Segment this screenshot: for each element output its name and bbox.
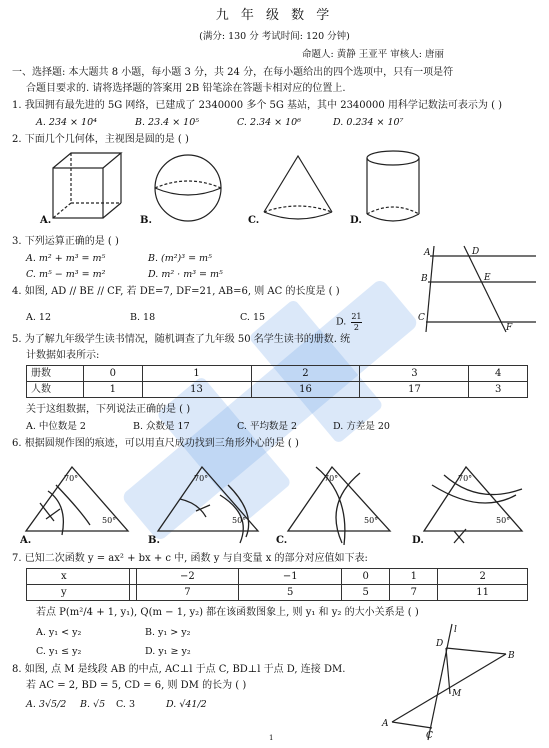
table-cell: 1 [84,382,143,398]
table-cell: 2 [438,569,528,585]
q5-stem-line3: 关于这组数据，下列说法正确的是 ( ) [26,404,191,415]
q7-table [26,568,528,601]
label-d-point: D [436,639,444,649]
q6-label-c: C. [276,535,288,545]
parallel-lines-figure [418,244,538,336]
table-cell: 7 [136,585,239,601]
q3-option-a: A. m² + m³ = m⁵ [26,253,106,264]
q3-option-b: B. (m²)³ = m⁵ [148,253,212,264]
q8-option-b: B. √5 [80,699,106,710]
authors: 命题人: 黄静 王亚平 审核人: 唐丽 [302,49,444,60]
cylinder-figure [362,148,424,228]
q8-option-c: C. 3 [116,699,136,710]
row-header: 册数 [27,366,84,382]
q5-stem-line1: 5. 为了解九年级学生读书情况，随机调查了九年级 50 名学生读书的册数. 统 [12,334,351,345]
q4-option-d-fraction [351,312,361,332]
table-cell: 2 [251,366,360,382]
label-m: M [452,689,462,699]
q6-figures [20,455,540,545]
angle-c-top: 70° [324,474,339,483]
section-instructions-line2: 合题目要求的. 请将选择题的答案用 2B 铅笔涂在答题卡相对应的位置上. [26,83,346,94]
q1-option-d: D. 0.234 × 10⁷ [333,117,404,128]
label-a-point: A [382,719,389,729]
q4-option-c: C. 15 [240,312,266,323]
table-cell: 13 [142,382,251,398]
q4-d-denominator: 2 [353,322,359,332]
q8-option-d: D. √41/2 [166,699,207,710]
table-cell: 5 [342,585,390,601]
table-cell: −1 [239,569,342,585]
table-cell: 1 [390,569,438,585]
q7-stem: 7. 已知二次函数 y = ax² + bx + c 中, 函数 y 与自变量 x 的部分对应值如下表: [12,553,368,564]
row-header: x [27,569,130,585]
q5-option-a: A. 中位数是 2 [26,421,86,432]
q2-stem: 2. 下面几个几何体，主视图是圆的是 ( ) [12,134,189,145]
q4-option-b: B. 18 [130,312,156,323]
q7-option-a: A. y₁ < y₂ [36,627,82,638]
q4-d-numerator: 21 [351,312,362,321]
label-l: l [454,625,457,635]
angle-a-top: 70° [64,474,79,483]
q2-label-d: D. [350,215,362,226]
label-c-point: C [426,731,433,741]
q4-option-d-prefix: D. [336,316,347,328]
table-row [27,569,528,585]
table-cell: 7 [390,585,438,601]
q7-option-b: B. y₁ > y₂ [145,627,191,638]
label-a: A [424,248,431,258]
table-cell: 3 [469,382,528,398]
label-e: E [484,273,491,283]
q6-label-d: D. [412,535,424,545]
q1-option-a: A. 234 × 10⁴ [36,117,97,128]
label-b: B [421,274,428,284]
table-cell: 5 [239,585,342,601]
table-cell: 1 [142,366,251,382]
q8-option-a: A. 3√5/2 [26,699,67,710]
table-cell: 16 [251,382,360,398]
table-cell: −2 [136,569,239,585]
page-title: 九 年 级 数 学 [215,8,334,23]
page-number: 1 [269,734,274,742]
q1-stem: 1. 我国拥有最先进的 5G 网络，已建成了 2340000 多个 5G 基站，其中 2340000 用科学记数法可表示为 ( ) [12,100,503,111]
q7-option-d: D. y₁ ≥ y₂ [145,646,191,657]
q5-option-b: B. 众数是 17 [133,421,190,432]
q2-label-b: B. [140,215,152,226]
cube-figure [45,150,125,225]
q1-option-b: B. 23.4 × 10⁵ [135,117,200,128]
q8-stem-line1: 8. 如图, 点 M 是线段 AB 的中点, AC⊥l 于点 C, BD⊥l 于点 D, 连接 DM. [12,664,346,675]
q2-label-c: C. [248,215,260,226]
angle-c-bottom: 50° [364,516,379,525]
q6-stem: 6. 根据圆规作图的痕迹，可以用直尺成功找到三角形外心的是 ( ) [12,438,299,449]
table-row [27,366,528,382]
table-cell: 0 [84,366,143,382]
table-cell: 3 [360,366,469,382]
table-cell: 4 [469,366,528,382]
table-row [27,585,528,601]
label-c: C [418,313,425,323]
angle-d-bottom: 50° [496,516,511,525]
q5-option-d: D. 方差是 20 [333,421,390,432]
q6-label-b: B. [148,535,160,545]
q5-stem-line2: 计数据如表所示: [26,350,100,361]
q4-stem: 4. 如图, AD // BE // CF, 若 DE=7, DF=21, AB=6, 则 AC 的长度是 ( ) [12,286,340,297]
q7-option-c: C. y₁ ≤ y₂ [36,646,82,657]
row-header: 人数 [27,382,84,398]
table-cell: 11 [438,585,528,601]
table-row [27,382,528,398]
angle-b-top: 70° [194,474,209,483]
exam-info: (满分: 130 分 考试时间: 120 分钟) [199,31,350,42]
q6-label-a: A. [20,535,32,545]
label-d: D [472,247,480,257]
q3-option-c: C. m⁵ − m³ = m² [26,269,106,280]
sphere-figure [150,152,228,227]
angle-b-bottom: 50° [232,516,247,525]
q8-stem-line2: 若 AC = 2, BD = 5, CD = 6, 则 DM 的长为 ( ) [26,680,247,691]
q7-condition: 若点 P(m²/4 + 1, y₁), Q(m − 1, y₂) 都在该函数图象上, 则 y₁ 和 y₂ 的大小关系是 ( ) [36,607,419,618]
angle-d-top: 70° [458,474,473,483]
label-f: F [506,323,513,333]
table-cell: 17 [360,382,469,398]
label-b-point: B [508,651,515,661]
q3-stem: 3. 下列运算正确的是 ( ) [12,236,119,247]
q4-option-a: A. 12 [26,312,51,323]
q5-option-c: C. 平均数是 2 [237,421,298,432]
section-instructions-line1: 一、选择题: 本大题共 8 小题，每小题 3 分，共 24 分，在每小题给出的四个选项中，只有一项是符 [12,67,454,78]
q1-option-c: C. 2.34 × 10⁶ [237,117,302,128]
angle-a-bottom: 50° [102,516,117,525]
q2-label-a: A. [40,215,52,226]
q5-table [26,365,528,398]
row-header: y [27,585,130,601]
q3-option-d: D. m² · m³ = m⁵ [148,269,223,280]
cone-figure [258,152,338,227]
midpoint-figure [372,622,522,742]
q4-option-d [336,312,362,332]
table-cell: 0 [342,569,390,585]
